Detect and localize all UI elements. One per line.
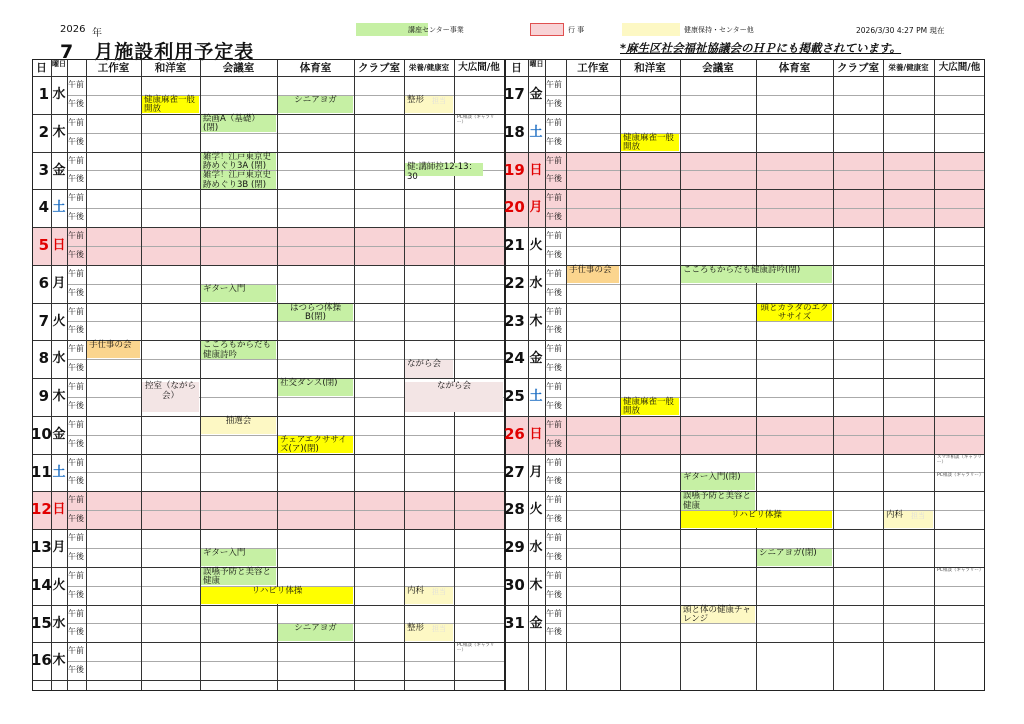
period-am: 午前 (68, 306, 84, 316)
period-pm: 午後 (68, 514, 84, 524)
weekday-label: 月 (52, 540, 66, 555)
weekday-label: 水 (52, 351, 66, 367)
header-room-hiroma: 大広間/他 (458, 62, 500, 73)
period-am: 午前 (546, 495, 562, 505)
schedule-event: 社交ダンス(閉) (278, 379, 353, 396)
schedule-event: 雑学！江戸東京史跡めぐり3A (閉) (201, 153, 276, 170)
period-am: 午前 (546, 155, 562, 165)
period-am: 午前 (546, 419, 562, 429)
period-am: 午前 (68, 382, 84, 391)
legend-lecture-label: 講座センター事業 (408, 26, 464, 34)
period-am: 午前 (68, 570, 84, 580)
period-pm: 午後 (546, 476, 562, 486)
period-am: 午前 (68, 80, 84, 89)
weekday-label: 月 (529, 200, 543, 216)
weekday-label: 月 (529, 464, 543, 480)
website-note: *麻生区社会福祉協議会のＨＰにも掲載されています。 (620, 41, 902, 55)
weekday-label: 水 (529, 275, 543, 291)
schedule-event: PC相談（ギャラリー） (457, 114, 495, 125)
weekday-label: 火 (52, 313, 66, 329)
legend-health-label: 健康保持・センター他 (684, 26, 754, 34)
weekday-label: 土 (52, 200, 66, 216)
weekday-label: 月 (52, 275, 66, 291)
period-am: 午前 (546, 533, 562, 542)
period-am: 午前 (546, 193, 562, 203)
weekday-label: 木 (529, 313, 543, 329)
weekday-label: 金 (52, 162, 66, 178)
period-pm: 午後 (68, 476, 84, 486)
schedule-event: ながら会 (405, 382, 503, 412)
schedule-event: 頭とカラダのエクササイズ (757, 304, 832, 321)
period-pm: 午後 (546, 212, 562, 222)
period-am: 午前 (68, 646, 84, 656)
period-pm: 午後 (68, 363, 84, 373)
weekday-label: 水 (52, 87, 66, 102)
weekday-label: 日 (52, 238, 66, 253)
weekday-label: 火 (52, 577, 66, 593)
schedule-event: 絵画A（基礎）(閉) (201, 115, 276, 132)
period-am: 午前 (68, 533, 84, 542)
period-pm: 午後 (546, 363, 562, 373)
weekday-label: 土 (529, 124, 543, 140)
weekday-label: 金 (529, 87, 543, 102)
period-pm: 午後 (546, 98, 562, 108)
staff-mark: 担当 (432, 96, 446, 105)
year: 2026 (60, 24, 86, 35)
schedule-event: 抽選会 (201, 417, 276, 434)
day-number: 26 (504, 424, 525, 443)
period-am: 午前 (546, 117, 562, 127)
header-room-hiroma: 大広間/他 (938, 62, 981, 73)
schedule-event: ギター入門 (201, 285, 276, 302)
day-number: 7 (38, 311, 49, 330)
day-number: 19 (504, 160, 525, 179)
period-pm: 午後 (546, 627, 562, 637)
schedule-event: 誤嚥予防と美容と健康 (201, 568, 276, 585)
weekday-label: 金 (52, 426, 66, 442)
schedule-event: 健:講師控12-13：30 (405, 163, 483, 176)
period-am: 午前 (68, 231, 84, 240)
schedule-event: 整形 (405, 624, 453, 641)
period-am: 午前 (68, 608, 84, 618)
period-pm: 午後 (546, 174, 562, 184)
header-room-eiyo: 栄養/健康室 (408, 63, 450, 72)
period-am: 午前 (546, 80, 562, 89)
period-am: 午前 (546, 268, 562, 278)
day-number: 23 (504, 311, 525, 330)
weekday-label: 水 (529, 540, 543, 555)
header-room-kaigi: 会議室 (222, 62, 255, 74)
period-pm: 午後 (68, 287, 84, 297)
day-number: 4 (38, 198, 49, 217)
period-am: 午前 (68, 457, 84, 467)
header-room-club: クラブ室 (358, 62, 400, 74)
schedule-event: 控室（ながら会） (142, 382, 199, 412)
day-number: 8 (38, 349, 49, 368)
timestamp: 2026/3/30 4:27 PM 現在 (856, 26, 945, 35)
schedule-event: リハビリ体操 (201, 587, 353, 604)
period-pm: 午後 (68, 98, 84, 108)
legend-event-label: 行 事 (568, 26, 585, 34)
staff-mark: 担当 (432, 625, 446, 634)
period-pm: 午後 (68, 551, 84, 561)
day-number: 13 (31, 538, 52, 556)
period-am: 午前 (546, 382, 562, 391)
period-pm: 午後 (68, 627, 84, 637)
staff-mark: 担当 (911, 512, 925, 521)
period-pm: 午後 (546, 287, 562, 297)
day-number: 28 (504, 500, 525, 519)
year-suffix: 年 (92, 28, 102, 39)
table-frame (32, 59, 985, 691)
header-room-wayo: 和洋室 (634, 62, 666, 74)
staff-mark: 担当 (432, 587, 446, 596)
weekday-label: 土 (529, 389, 543, 404)
period-pm: 午後 (68, 249, 84, 259)
day-number: 12 (31, 500, 52, 519)
schedule-event: 健康麻雀一般開放 (621, 134, 679, 151)
schedule-event: シニアヨガ (278, 96, 353, 113)
weekday-label: 火 (529, 238, 543, 253)
period-am: 午前 (68, 117, 84, 127)
period-am: 午前 (68, 419, 84, 429)
weekday-label: 日 (529, 162, 543, 178)
schedule-event: 健康麻雀一般開放 (142, 96, 199, 113)
schedule-event: リハビリ体操 (681, 511, 832, 528)
weekday-label: 金 (529, 615, 543, 631)
schedule-event: こころもからだも健康詩吟 (201, 341, 276, 358)
schedule-event: 健康麻雀一般開放 (621, 398, 679, 415)
weekday-label: 火 (529, 502, 543, 518)
day-number: 15 (31, 613, 52, 632)
period-pm: 午後 (546, 400, 562, 410)
header-weekday: 曜日 (529, 60, 544, 68)
day-number: 16 (31, 651, 52, 670)
period-pm: 午後 (546, 589, 562, 599)
header-room-club: クラブ室 (837, 62, 879, 74)
day-number: 3 (38, 160, 49, 179)
period-pm: 午後 (68, 325, 84, 335)
period-pm: 午後 (546, 514, 562, 524)
schedule-event: シニアヨガ (278, 624, 353, 641)
header-day: 日 (36, 62, 47, 74)
header-room-eiyo: 栄養/健康室 (888, 63, 929, 72)
period-am: 午前 (546, 306, 562, 316)
header-room-wayo: 和洋室 (154, 62, 187, 74)
day-number: 18 (504, 122, 525, 141)
weekday-label: 土 (52, 464, 66, 480)
schedule-event: 内科 (884, 511, 933, 528)
period-am: 午前 (68, 344, 84, 354)
weekday-label: 金 (529, 351, 543, 367)
day-number: 14 (31, 575, 52, 594)
period-pm: 午後 (68, 400, 84, 410)
header-room-koso: 工作室 (97, 62, 130, 74)
weekday-label: 木 (52, 389, 66, 404)
period-am: 午前 (546, 231, 562, 240)
day-number: 9 (38, 387, 49, 405)
day-number: 6 (38, 273, 49, 292)
weekday-label: 木 (529, 577, 543, 593)
schedule-event: PC相談（ギャラリー） (937, 567, 984, 573)
header-room-taiiku: 体育室 (299, 62, 332, 74)
header-room-koso: 工作室 (577, 62, 609, 74)
day-number: 2 (38, 122, 49, 141)
schedule-event: 内科 (405, 587, 453, 604)
schedule-event: 誤嚥予防と美容と健康 (681, 492, 755, 509)
period-pm: 午後 (68, 438, 84, 448)
schedule-event: PC相談（ギャラリー） (457, 643, 495, 654)
weekday-label: 木 (52, 653, 66, 669)
day-number: 29 (504, 538, 525, 556)
day-number: 27 (504, 462, 525, 481)
schedule-event: シニアヨガ(閉) (757, 549, 832, 566)
period-pm: 午後 (68, 212, 84, 222)
period-am: 午前 (68, 495, 84, 505)
day-number: 25 (504, 387, 525, 405)
day-number: 5 (38, 236, 49, 254)
schedule-event: はつらつ体操B(閉) (278, 304, 353, 321)
weekday-label: 日 (52, 502, 66, 518)
day-number: 17 (504, 85, 525, 103)
period-am: 午前 (68, 193, 84, 203)
schedule-event: 手仕事の会 (567, 266, 619, 283)
period-pm: 午後 (546, 438, 562, 448)
legend-health-swatch (622, 23, 680, 36)
header-day: 日 (511, 62, 522, 74)
header-room-kaigi: 会議室 (702, 62, 734, 74)
day-number: 22 (504, 273, 525, 292)
period-pm: 午後 (68, 174, 84, 184)
schedule-event: 雑学！江戸東京史跡めぐり3B (閉) (201, 171, 276, 188)
period-pm: 午後 (68, 136, 84, 146)
period-pm: 午後 (68, 665, 84, 675)
period-am: 午前 (68, 155, 84, 165)
period-am: 午前 (546, 608, 562, 618)
schedule-event: スマホ相談（ギャラリー） (937, 454, 982, 465)
weekday-label: 木 (52, 124, 66, 140)
day-number: 30 (504, 575, 525, 594)
period-pm: 午後 (546, 551, 562, 561)
period-pm: 午後 (546, 325, 562, 335)
period-pm: 午後 (546, 249, 562, 259)
day-number: 24 (504, 349, 525, 368)
period-am: 午前 (546, 570, 562, 580)
weekday-label: 水 (52, 615, 66, 631)
period-pm: 午後 (68, 589, 84, 599)
schedule-event: 頭と体の健康チャレンジ (681, 606, 755, 623)
day-number: 1 (38, 85, 49, 103)
schedule-event: PC相談（ギャラリー） (937, 473, 984, 479)
day-number: 11 (31, 462, 52, 481)
period-am: 午前 (68, 268, 84, 278)
legend-event-swatch (530, 23, 564, 36)
header-room-taiiku: 体育室 (778, 62, 811, 74)
weekday-label: 日 (529, 426, 543, 442)
schedule-event: こころもからだも健康詩吟(閉) (681, 266, 832, 283)
schedule-event: チェアエクササイズ(ア)(閉) (278, 436, 353, 453)
day-number: 21 (504, 236, 525, 254)
schedule-event: 整形 (405, 96, 453, 113)
period-am: 午前 (546, 344, 562, 354)
header-weekday: 曜日 (52, 60, 66, 68)
period-pm: 午後 (546, 136, 562, 146)
day-number: 31 (504, 613, 525, 632)
day-number: 20 (504, 198, 525, 217)
period-am: 午前 (546, 457, 562, 467)
schedule-event: ながら会 (405, 360, 453, 377)
page-title: 7 月施設利用予定表 (60, 41, 255, 63)
schedule-event: ギター入門(閉) (681, 473, 755, 490)
day-number: 10 (31, 424, 52, 443)
schedule-event: 手仕事の会 (87, 341, 140, 358)
schedule-event: ギター入門 (201, 549, 276, 566)
